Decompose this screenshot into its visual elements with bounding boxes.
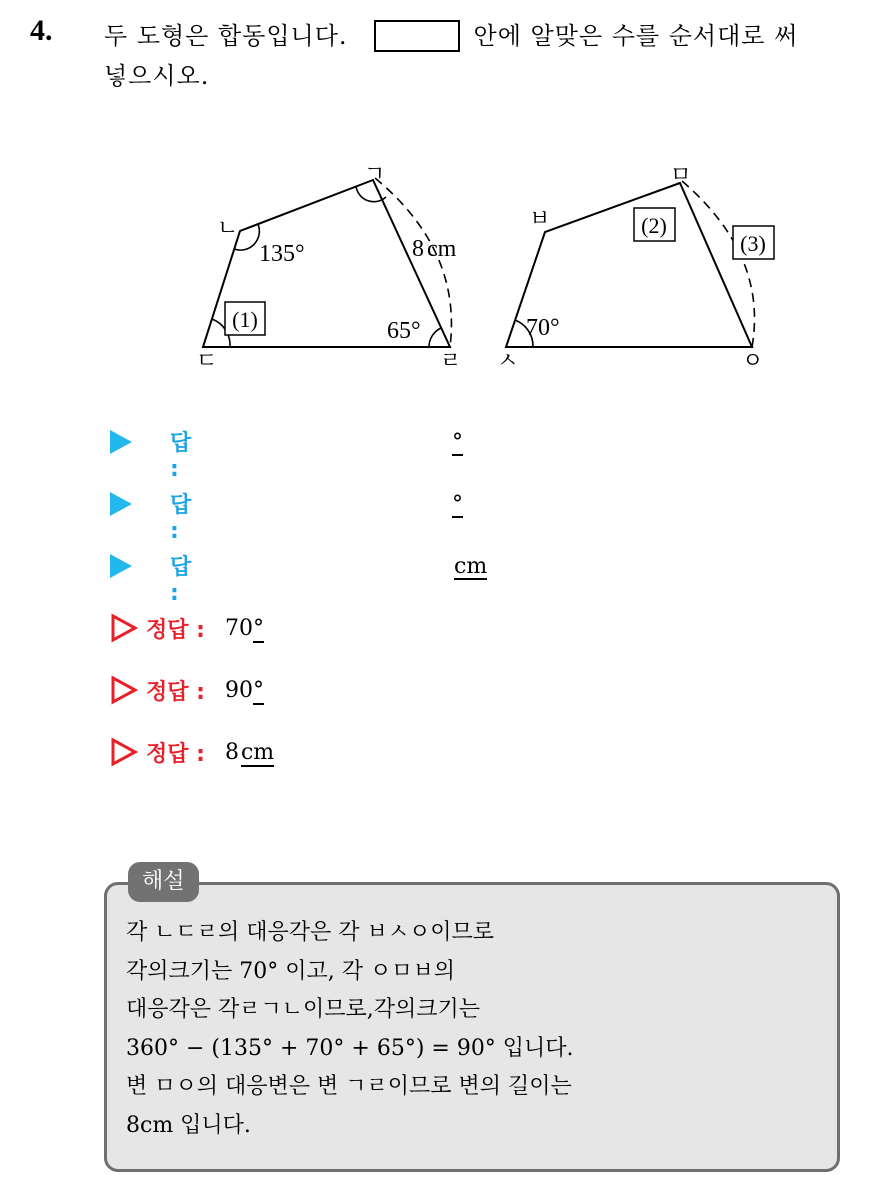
blank-label-3: (3) [740, 231, 766, 256]
explanation-line: 각의크기는 70° 이고, 각 ㅇㅁㅂ의 [126, 958, 455, 984]
congruent-quadrilaterals-figure [190, 150, 780, 380]
question-line1-before: 두 도형은 합동입니다. [104, 22, 348, 50]
outline-triangle-icon [110, 675, 138, 705]
question-text [104, 16, 864, 96]
angle-mark-r [429, 328, 441, 347]
vertex-r: ㄹ [440, 348, 462, 373]
blank-label-2: (2) [641, 213, 667, 238]
vertex-g: ㄱ [364, 161, 386, 186]
play-triangle-icon [110, 492, 132, 516]
answer-label: 답 : [170, 493, 192, 544]
correct-value: 90° [224, 677, 264, 703]
explanation-line: 변 ㅁㅇ의 대응변은 변 ㄱㄹ이므로 변의 길이는 [126, 1074, 572, 1099]
correct-label: 정답 : [146, 617, 205, 643]
play-triangle-icon [110, 430, 132, 454]
correct-value: 70° [224, 615, 264, 641]
vertex-b: ㅂ [529, 206, 551, 231]
answer-label: 답 : [170, 431, 192, 482]
answer-unit: ° [452, 492, 463, 517]
vertex-m: ㅁ [670, 162, 692, 187]
outline-triangle-icon [110, 613, 138, 643]
vertex-s: ㅅ [497, 348, 519, 373]
explanation-text [126, 914, 826, 1145]
answer-row [110, 422, 192, 482]
answer-row [110, 546, 192, 606]
answer-unit: ° [452, 430, 463, 455]
angle-mark-g [356, 186, 386, 202]
explanation-line: 8cm 입니다. [126, 1112, 251, 1138]
correct-answer-row [110, 670, 264, 710]
angle-label-65: 65° [387, 318, 421, 344]
vertex-o: ㅇ [742, 348, 764, 373]
question-line2: 넣으시오. [104, 62, 210, 90]
blank-label-1: (1) [232, 307, 258, 332]
explanation-line: 각 ㄴㄷㄹ의 대응각은 각 ㅂㅅㅇ이므로 [126, 920, 495, 945]
answer-row [110, 484, 192, 544]
angle-label-70: 70° [526, 315, 560, 341]
correct-answer-row [110, 732, 274, 772]
answer-unit: cm [454, 554, 488, 579]
right-side-arc [682, 181, 755, 347]
correct-label: 정답 : [146, 741, 205, 767]
question-number: 4. [30, 14, 53, 47]
explanation-tag: 해설 [128, 862, 199, 902]
angle-label-135: 135° [259, 241, 305, 267]
correct-answer-row [110, 608, 264, 648]
question-line1-after: 안에 알맞은 수를 순서대로 써 [473, 22, 799, 50]
vertex-n: ㄴ [217, 215, 239, 240]
explanation-line: 360° − (135° + 70° + 65°) = 90° 입니다. [126, 1035, 574, 1061]
answer-blank-box [374, 20, 460, 52]
vertex-d: ㄷ [196, 348, 218, 373]
outline-triangle-icon [110, 737, 138, 767]
side-length-8: 8 cm [412, 236, 457, 262]
explanation-line: 대응각은 각ㄹㄱㄴ이므로,각의크기는 [126, 997, 481, 1022]
answer-label: 답 : [170, 555, 192, 606]
correct-value: 8cm [224, 739, 275, 765]
correct-label: 정답 : [146, 679, 205, 705]
play-triangle-icon [110, 554, 132, 578]
